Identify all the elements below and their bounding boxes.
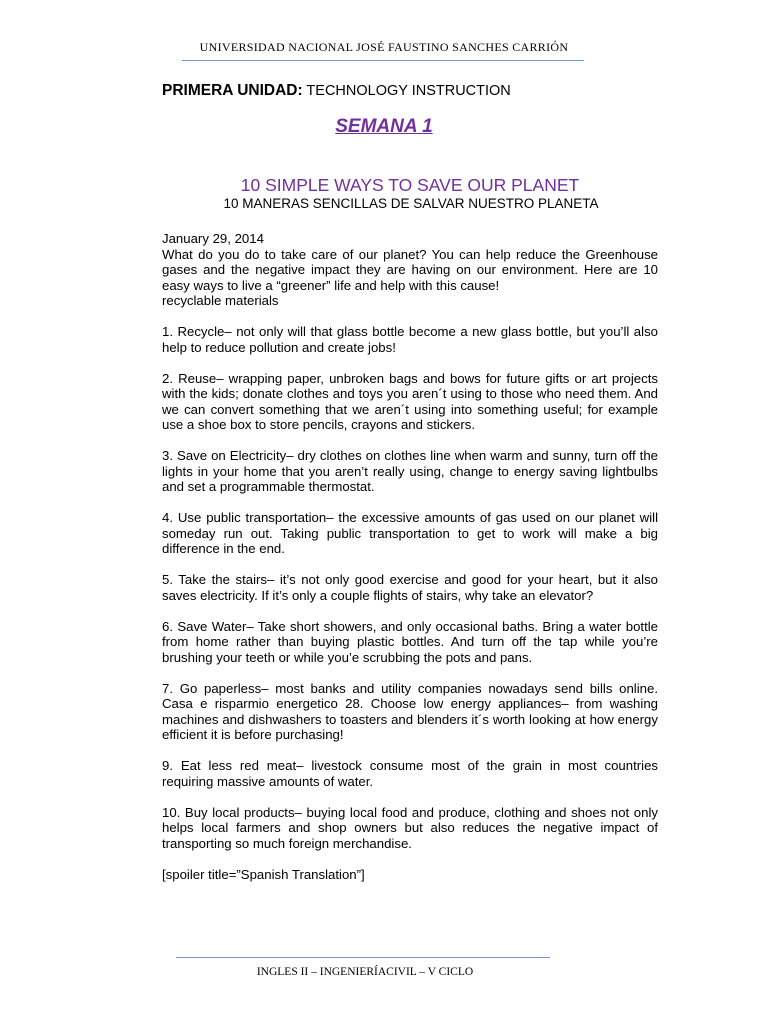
article-intro-tail: recyclable materials: [162, 293, 279, 308]
spoiler-tag: [spoiler title=”Spanish Translation”]: [162, 866, 365, 882]
unit-topic: TECHNOLOGY INSTRUCTION: [302, 83, 511, 99]
week-heading: SEMANA 1: [335, 116, 433, 137]
article-intro: What do you do to take care of our planet? You can help reduce the Greenhouse gases and the negative impact they are having on our environment. Here are 10 easy ways to live a “greener” life and help with this cause!: [162, 246, 658, 293]
article-subtitle: 10 MANERAS SENCILLAS DE SALVAR NUESTRO PLANETA: [223, 196, 599, 211]
unit-separator: :: [297, 82, 303, 99]
list-item: 5. Take the stairs– it’s not only good exercise and good for your heart, but it also saves electricity. If it’s only a couple flights of stairs, why take an elevator?: [162, 572, 658, 603]
unit-label: PRIMERA UNIDAD: [162, 82, 298, 99]
list-item: 1. Recycle– not only will that glass bottle become a new glass bottle, but you’ll also help to reduce pollution and create jobs!: [162, 324, 658, 355]
list-item: 2. Reuse– wrapping paper, unbroken bags and bows for future gifts or art projects with the kids; donate clothes and toys you aren´t using to those who need them. And we can convert something that we aren´t using into something useful; for example use a shoe box to store pencils, crayons and stickers.: [162, 370, 658, 432]
list-item: 9. Eat less red meat– livestock consume most of the grain in most countries requiring massive amounts of water.: [162, 758, 658, 789]
article-body: [162, 231, 658, 898]
list-item: 6. Save Water– Take short showers, and only occasional baths. Bring a water bottle from home rather than buying plastic bottles. And turn off the tap while you’re brushing your teeth or while you’e scrubbing the pots and pans.: [162, 618, 658, 665]
university-name: UNIVERSIDAD NACIONAL JOSÉ FAUSTINO SANCHES CARRIÓN: [199, 40, 569, 54]
article-title: 10 SIMPLE WAYS TO SAVE OUR PLANET: [240, 175, 580, 195]
footer-text: INGLES II – INGENIERÍACIVIL – V CICLO: [256, 966, 474, 978]
list-item: 4. Use public transportation– the excessive amounts of gas used on our planet will someday run out. Taking public transportation to get to work will make a big difference in the end.: [162, 510, 658, 556]
header-divider: [182, 60, 584, 61]
article-date: January 29, 2014: [162, 231, 264, 246]
footer-divider: [176, 957, 550, 958]
list-item: 10. Buy local products– buying local food and produce, clothing and shoes not only helps local farmers and shop owners but also reduces the negative impact of transporting so much foreign merchandise.: [162, 804, 658, 851]
list-item: 7. Go paperless– most banks and utility companies nowadays send bills online. Casa e risparmio energetico 28. Choose low energy appliances– from washing machines and dishwashers to toasters and blenders it´s worth looking at how energy efficient it is before purchasing!: [162, 680, 658, 742]
list-item: 3. Save on Electricity– dry clothes on clothes line when warm and sunny, turn off the lights in your home that you aren’t really using, change to energy saving lightbulbs and set a programmable thermostat.: [162, 448, 658, 494]
unit-heading: [162, 82, 511, 100]
